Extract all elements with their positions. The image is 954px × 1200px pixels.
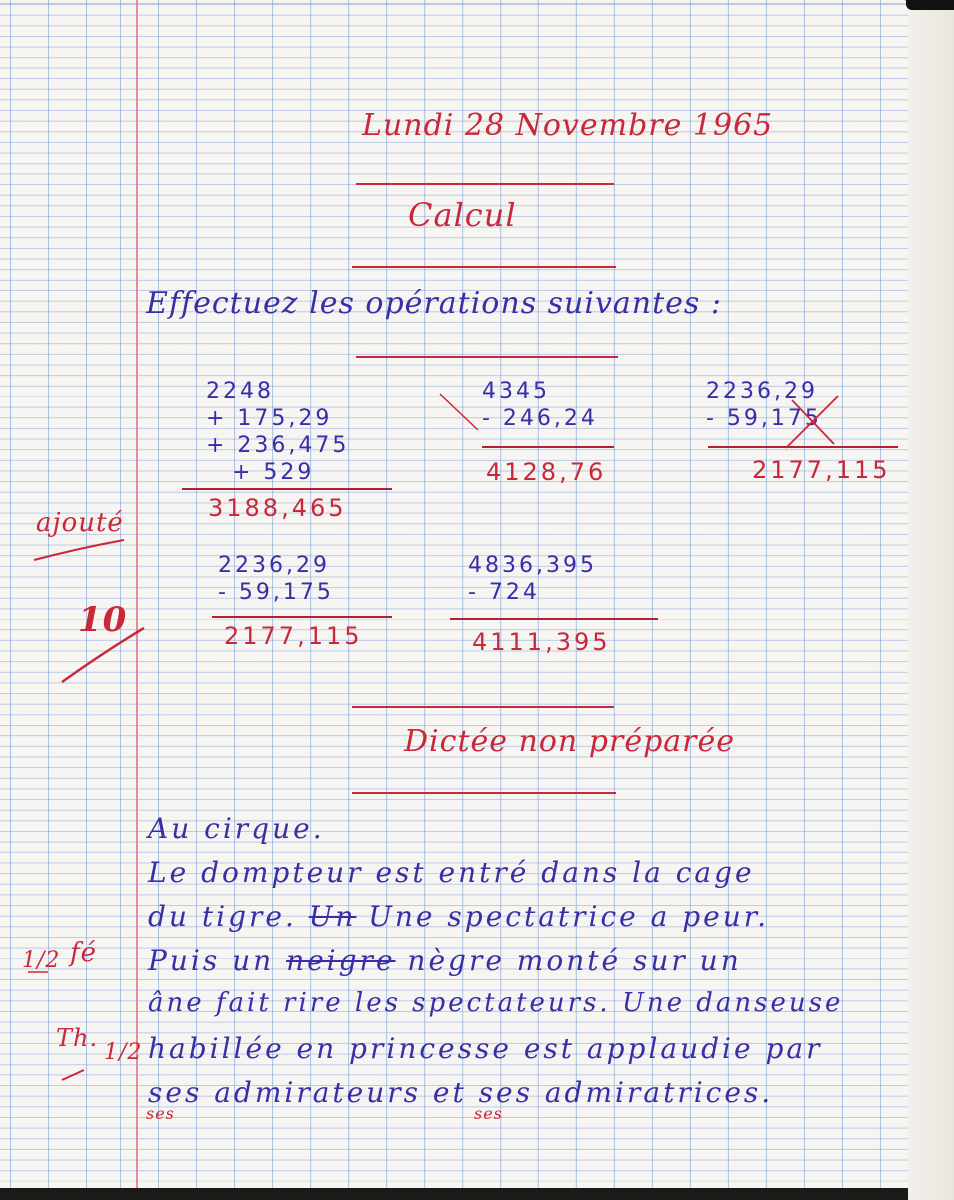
dictee-line-6-a: ses admirateurs et: [148, 1076, 467, 1109]
op3-result: 2177,115: [752, 456, 891, 484]
dictee-line-1: Le dompteur est entré dans la cage: [148, 856, 755, 889]
date-line: Lundi 28 Novembre 1965: [362, 108, 774, 143]
underline-stroke: [34, 540, 124, 560]
op5-line-1: 4836,395: [468, 553, 597, 578]
op2-tick: [440, 394, 478, 430]
op1-line-4: + 529: [232, 460, 315, 485]
margin-score: 10: [78, 600, 128, 640]
margin-score-2: Th.: [56, 1024, 99, 1052]
op3-line-1: 2236,29: [706, 379, 818, 404]
correction-ses-1: ses: [146, 1104, 175, 1123]
margin-score-2-value: 1/2: [104, 1040, 143, 1065]
dictee-line-5: habillée en princesse est applaudie par: [148, 1032, 823, 1065]
dictee-line-2-a: du tigre.: [148, 900, 297, 933]
op2-line-1: 4345: [482, 379, 550, 404]
op5-result: 4111,395: [472, 628, 611, 656]
op5-line-2: - 724: [468, 580, 540, 605]
op1-result: 3188,465: [208, 494, 347, 522]
op1-line-3: + 236,475: [206, 433, 350, 458]
op4-line-2: - 59,175: [218, 580, 334, 605]
op4-result: 2177,115: [224, 622, 363, 650]
dictee-line-3-strike: neigre: [286, 944, 396, 977]
instruction-text: Effectuez les opérations suivantes :: [146, 286, 722, 321]
op1-line-2: + 175,29: [206, 406, 333, 431]
op3-line-2: - 59,175: [706, 406, 822, 431]
dictee-title: Au cirque.: [148, 812, 325, 845]
heading-calcul: Calcul: [408, 196, 517, 234]
margin-grade-word: ajouté: [36, 508, 124, 538]
op1-line-1: 2248: [206, 379, 274, 404]
dictee-line-2-b: Une spectatrice a peur.: [368, 900, 769, 933]
dictee-line-6-b: ses admiratrices.: [478, 1076, 774, 1109]
score-dash: [62, 1070, 84, 1080]
op2-line-2: - 246,24: [482, 406, 598, 431]
dictee-line-3-b: nègre monté sur un: [407, 944, 742, 977]
dictee-line-2-strike: Un: [308, 900, 357, 933]
heading-dictee: Dictée non préparée: [404, 724, 736, 759]
dictee-line-4: âne fait rire les spectateurs. Une danseuse: [148, 988, 844, 1018]
margin-score-1: 1/2: [22, 948, 61, 973]
score-stroke: [62, 628, 144, 682]
dictee-line-3-a: Puis un: [148, 944, 275, 977]
correction-ses-2: ses: [474, 1104, 503, 1123]
op2-result: 4128,76: [486, 458, 607, 486]
op4-line-1: 2236,29: [218, 553, 330, 578]
margin-score-1-note: fé: [70, 938, 98, 968]
